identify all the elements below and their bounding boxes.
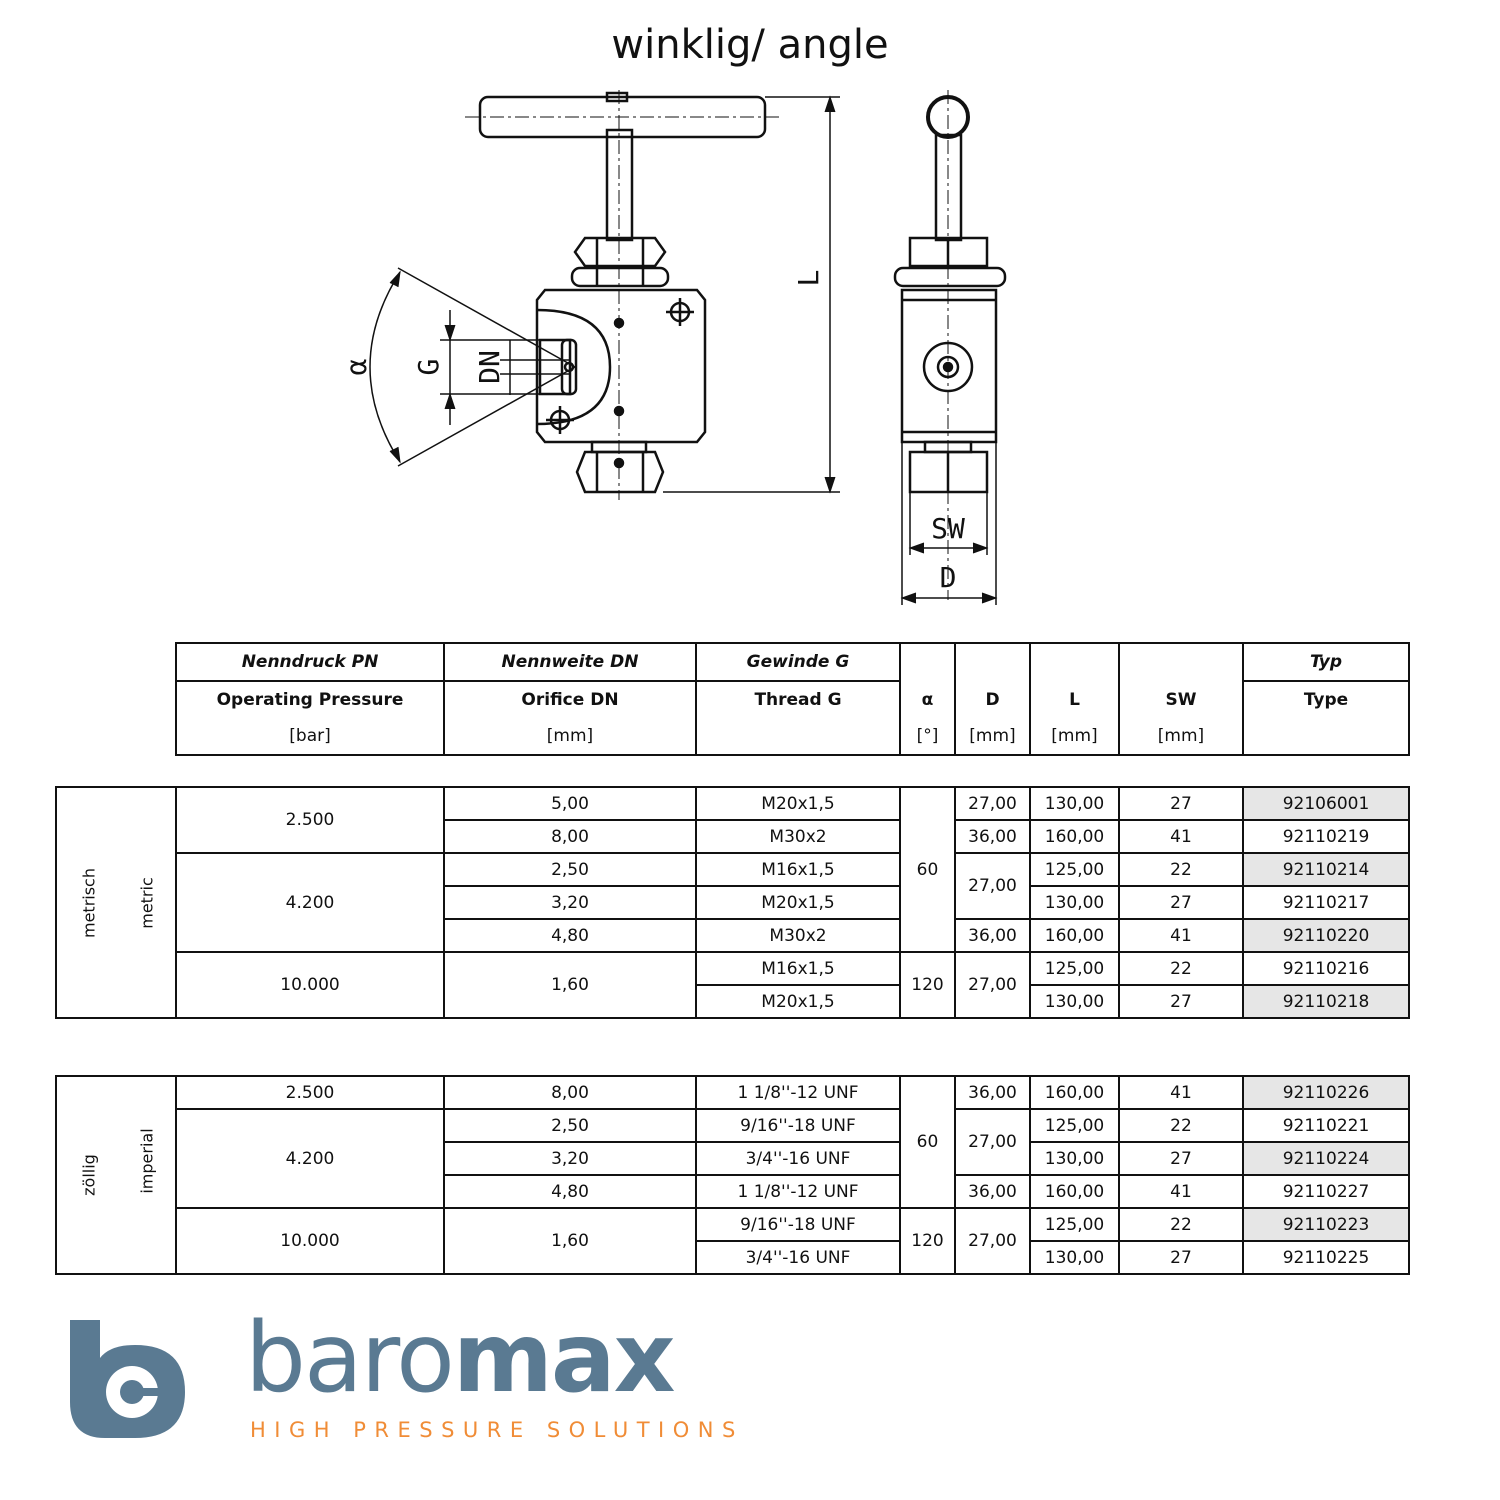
header-alpha-unit: [°] bbox=[900, 718, 955, 755]
thread-cell: M30x2 bbox=[696, 919, 900, 952]
pressure-cell: 10.000 bbox=[176, 952, 444, 1018]
l-cell: 130,00 bbox=[1030, 787, 1119, 820]
sw-cell: 22 bbox=[1119, 1208, 1243, 1241]
header-l-unit: [mm] bbox=[1030, 718, 1119, 755]
dn-cell: 3,20 bbox=[444, 886, 696, 919]
dn-label: DN bbox=[473, 350, 506, 384]
dn-cell: 1,60 bbox=[444, 1208, 696, 1274]
header-sw: SW bbox=[1119, 681, 1243, 718]
brand-name-light: baro bbox=[245, 1302, 453, 1414]
dn-cell: 8,00 bbox=[444, 1076, 696, 1109]
header-pn-en: Operating Pressure bbox=[176, 681, 444, 718]
sw-cell: 41 bbox=[1119, 919, 1243, 952]
header-sw-unit: [mm] bbox=[1119, 718, 1243, 755]
l-cell: 130,00 bbox=[1030, 886, 1119, 919]
thread-cell: 1 1/8''-12 UNF bbox=[696, 1076, 900, 1109]
brand-tagline: HIGH PRESSURE SOLUTIONS bbox=[250, 1418, 744, 1442]
table-row bbox=[56, 1109, 1409, 1142]
d-cell: 27,00 bbox=[955, 787, 1030, 820]
header-dn-en: Orifice DN bbox=[444, 681, 696, 718]
d-cell: 27,00 bbox=[955, 1208, 1030, 1274]
l-cell: 125,00 bbox=[1030, 952, 1119, 985]
gland-nut bbox=[575, 238, 665, 266]
sw-cell: 27 bbox=[1119, 1241, 1243, 1274]
dn-cell: 4,80 bbox=[444, 919, 696, 952]
thread-cell: 9/16''-18 UNF bbox=[696, 1208, 900, 1241]
metric-spec-table bbox=[55, 786, 1410, 1019]
imperial-label-cell bbox=[56, 1076, 176, 1274]
g-label: G bbox=[412, 358, 445, 376]
thread-cell: 3/4''-16 UNF bbox=[696, 1241, 900, 1274]
l-cell: 160,00 bbox=[1030, 1175, 1119, 1208]
pressure-cell: 4.200 bbox=[176, 1109, 444, 1208]
header-dn-unit: [mm] bbox=[444, 718, 696, 755]
header-typ-en: Type bbox=[1243, 681, 1409, 718]
type-cell: 92110220 bbox=[1243, 919, 1409, 952]
d-cell: 36,00 bbox=[955, 1076, 1030, 1109]
metric-label-de: metrisch bbox=[79, 867, 99, 938]
dn-cell: 3,20 bbox=[444, 1142, 696, 1175]
thread-cell: M20x1,5 bbox=[696, 787, 900, 820]
dn-cell: 2,50 bbox=[444, 1109, 696, 1142]
type-cell: 92110219 bbox=[1243, 820, 1409, 853]
type-cell: 92110226 bbox=[1243, 1076, 1409, 1109]
d-cell: 36,00 bbox=[955, 1175, 1030, 1208]
type-cell: 92110214 bbox=[1243, 853, 1409, 886]
valve-technical-drawing bbox=[0, 0, 1500, 630]
sw-cell: 27 bbox=[1119, 1142, 1243, 1175]
l-cell: 130,00 bbox=[1030, 1241, 1119, 1274]
header-g-en: Thread G bbox=[696, 681, 900, 718]
type-cell: 92106001 bbox=[1243, 787, 1409, 820]
thread-cell: 9/16''-18 UNF bbox=[696, 1109, 900, 1142]
sw-cell: 27 bbox=[1119, 985, 1243, 1018]
sw-cell: 41 bbox=[1119, 820, 1243, 853]
thread-cell: M16x1,5 bbox=[696, 952, 900, 985]
header-alpha: α bbox=[900, 681, 955, 718]
pressure-cell: 10.000 bbox=[176, 1208, 444, 1274]
alpha-label: α bbox=[340, 358, 373, 376]
pressure-cell: 2.500 bbox=[176, 1076, 444, 1109]
l-cell: 160,00 bbox=[1030, 1076, 1119, 1109]
type-cell: 92110225 bbox=[1243, 1241, 1409, 1274]
alpha-cell: 60 bbox=[900, 1076, 955, 1208]
table-row bbox=[56, 952, 1409, 985]
d-cell: 36,00 bbox=[955, 820, 1030, 853]
sw-cell: 41 bbox=[1119, 1175, 1243, 1208]
sw-label: SW bbox=[931, 512, 965, 545]
dn-cell: 4,80 bbox=[444, 1175, 696, 1208]
header-d-unit: [mm] bbox=[955, 718, 1030, 755]
l-cell: 130,00 bbox=[1030, 985, 1119, 1018]
header-l: L bbox=[1030, 681, 1119, 718]
dn-cell: 2,50 bbox=[444, 853, 696, 886]
l-cell: 160,00 bbox=[1030, 919, 1119, 952]
d-cell: 36,00 bbox=[955, 919, 1030, 952]
alpha-cell: 120 bbox=[900, 952, 955, 1018]
thread-cell: 1 1/8''-12 UNF bbox=[696, 1175, 900, 1208]
brand-name bbox=[245, 1302, 674, 1414]
page-title: winklig/ angle bbox=[611, 22, 889, 68]
imperial-label-en: imperial bbox=[137, 1128, 157, 1194]
metric-label-cell bbox=[56, 787, 176, 1018]
l-cell: 125,00 bbox=[1030, 1208, 1119, 1241]
pressure-cell: 2.500 bbox=[176, 787, 444, 853]
imperial-label-de: zöllig bbox=[79, 1154, 99, 1196]
type-cell: 92110218 bbox=[1243, 985, 1409, 1018]
header-pn-unit: [bar] bbox=[176, 718, 444, 755]
d-cell: 27,00 bbox=[955, 952, 1030, 1018]
sw-cell: 41 bbox=[1119, 1076, 1243, 1109]
table-row bbox=[56, 787, 1409, 820]
thread-cell: M30x2 bbox=[696, 820, 900, 853]
d-cell: 27,00 bbox=[955, 1109, 1030, 1175]
thread-cell: M16x1,5 bbox=[696, 853, 900, 886]
header-d: D bbox=[955, 681, 1030, 718]
table-row bbox=[56, 1076, 1409, 1109]
thread-cell: M20x1,5 bbox=[696, 985, 900, 1018]
l-cell: 125,00 bbox=[1030, 853, 1119, 886]
l-cell: 130,00 bbox=[1030, 1142, 1119, 1175]
sw-cell: 22 bbox=[1119, 1109, 1243, 1142]
type-cell: 92110224 bbox=[1243, 1142, 1409, 1175]
sw-cell: 22 bbox=[1119, 952, 1243, 985]
spec-header-table bbox=[175, 642, 1410, 756]
metric-label-en: metric bbox=[137, 876, 157, 929]
type-cell: 92110227 bbox=[1243, 1175, 1409, 1208]
sw-cell: 22 bbox=[1119, 853, 1243, 886]
header-g-de: Gewinde G bbox=[696, 643, 900, 681]
header-pn-de: Nenndruck PN bbox=[176, 643, 444, 681]
l-label: L bbox=[792, 269, 825, 287]
d-cell: 27,00 bbox=[955, 853, 1030, 919]
header-dn-de: Nennweite DN bbox=[444, 643, 696, 681]
l-cell: 125,00 bbox=[1030, 1109, 1119, 1142]
brand-name-bold: max bbox=[452, 1302, 674, 1414]
type-cell: 92110223 bbox=[1243, 1208, 1409, 1241]
imperial-spec-table bbox=[55, 1075, 1410, 1275]
dn-cell: 1,60 bbox=[444, 952, 696, 1018]
pressure-cell: 4.200 bbox=[176, 853, 444, 952]
d-label: D bbox=[939, 561, 957, 594]
alpha-cell: 120 bbox=[900, 1208, 955, 1274]
type-cell: 92110221 bbox=[1243, 1109, 1409, 1142]
type-cell: 92110216 bbox=[1243, 952, 1409, 985]
thread-cell: M20x1,5 bbox=[696, 886, 900, 919]
sw-cell: 27 bbox=[1119, 787, 1243, 820]
thread-cell: 3/4''-16 UNF bbox=[696, 1142, 900, 1175]
baromax-b-logo-icon bbox=[60, 1310, 200, 1440]
l-cell: 160,00 bbox=[1030, 820, 1119, 853]
dn-cell: 5,00 bbox=[444, 787, 696, 820]
type-cell: 92110217 bbox=[1243, 886, 1409, 919]
dn-cell: 8,00 bbox=[444, 820, 696, 853]
table-row bbox=[56, 1208, 1409, 1241]
table-row bbox=[56, 853, 1409, 886]
alpha-cell: 60 bbox=[900, 787, 955, 952]
header-typ-de: Typ bbox=[1243, 643, 1409, 681]
sw-cell: 27 bbox=[1119, 886, 1243, 919]
